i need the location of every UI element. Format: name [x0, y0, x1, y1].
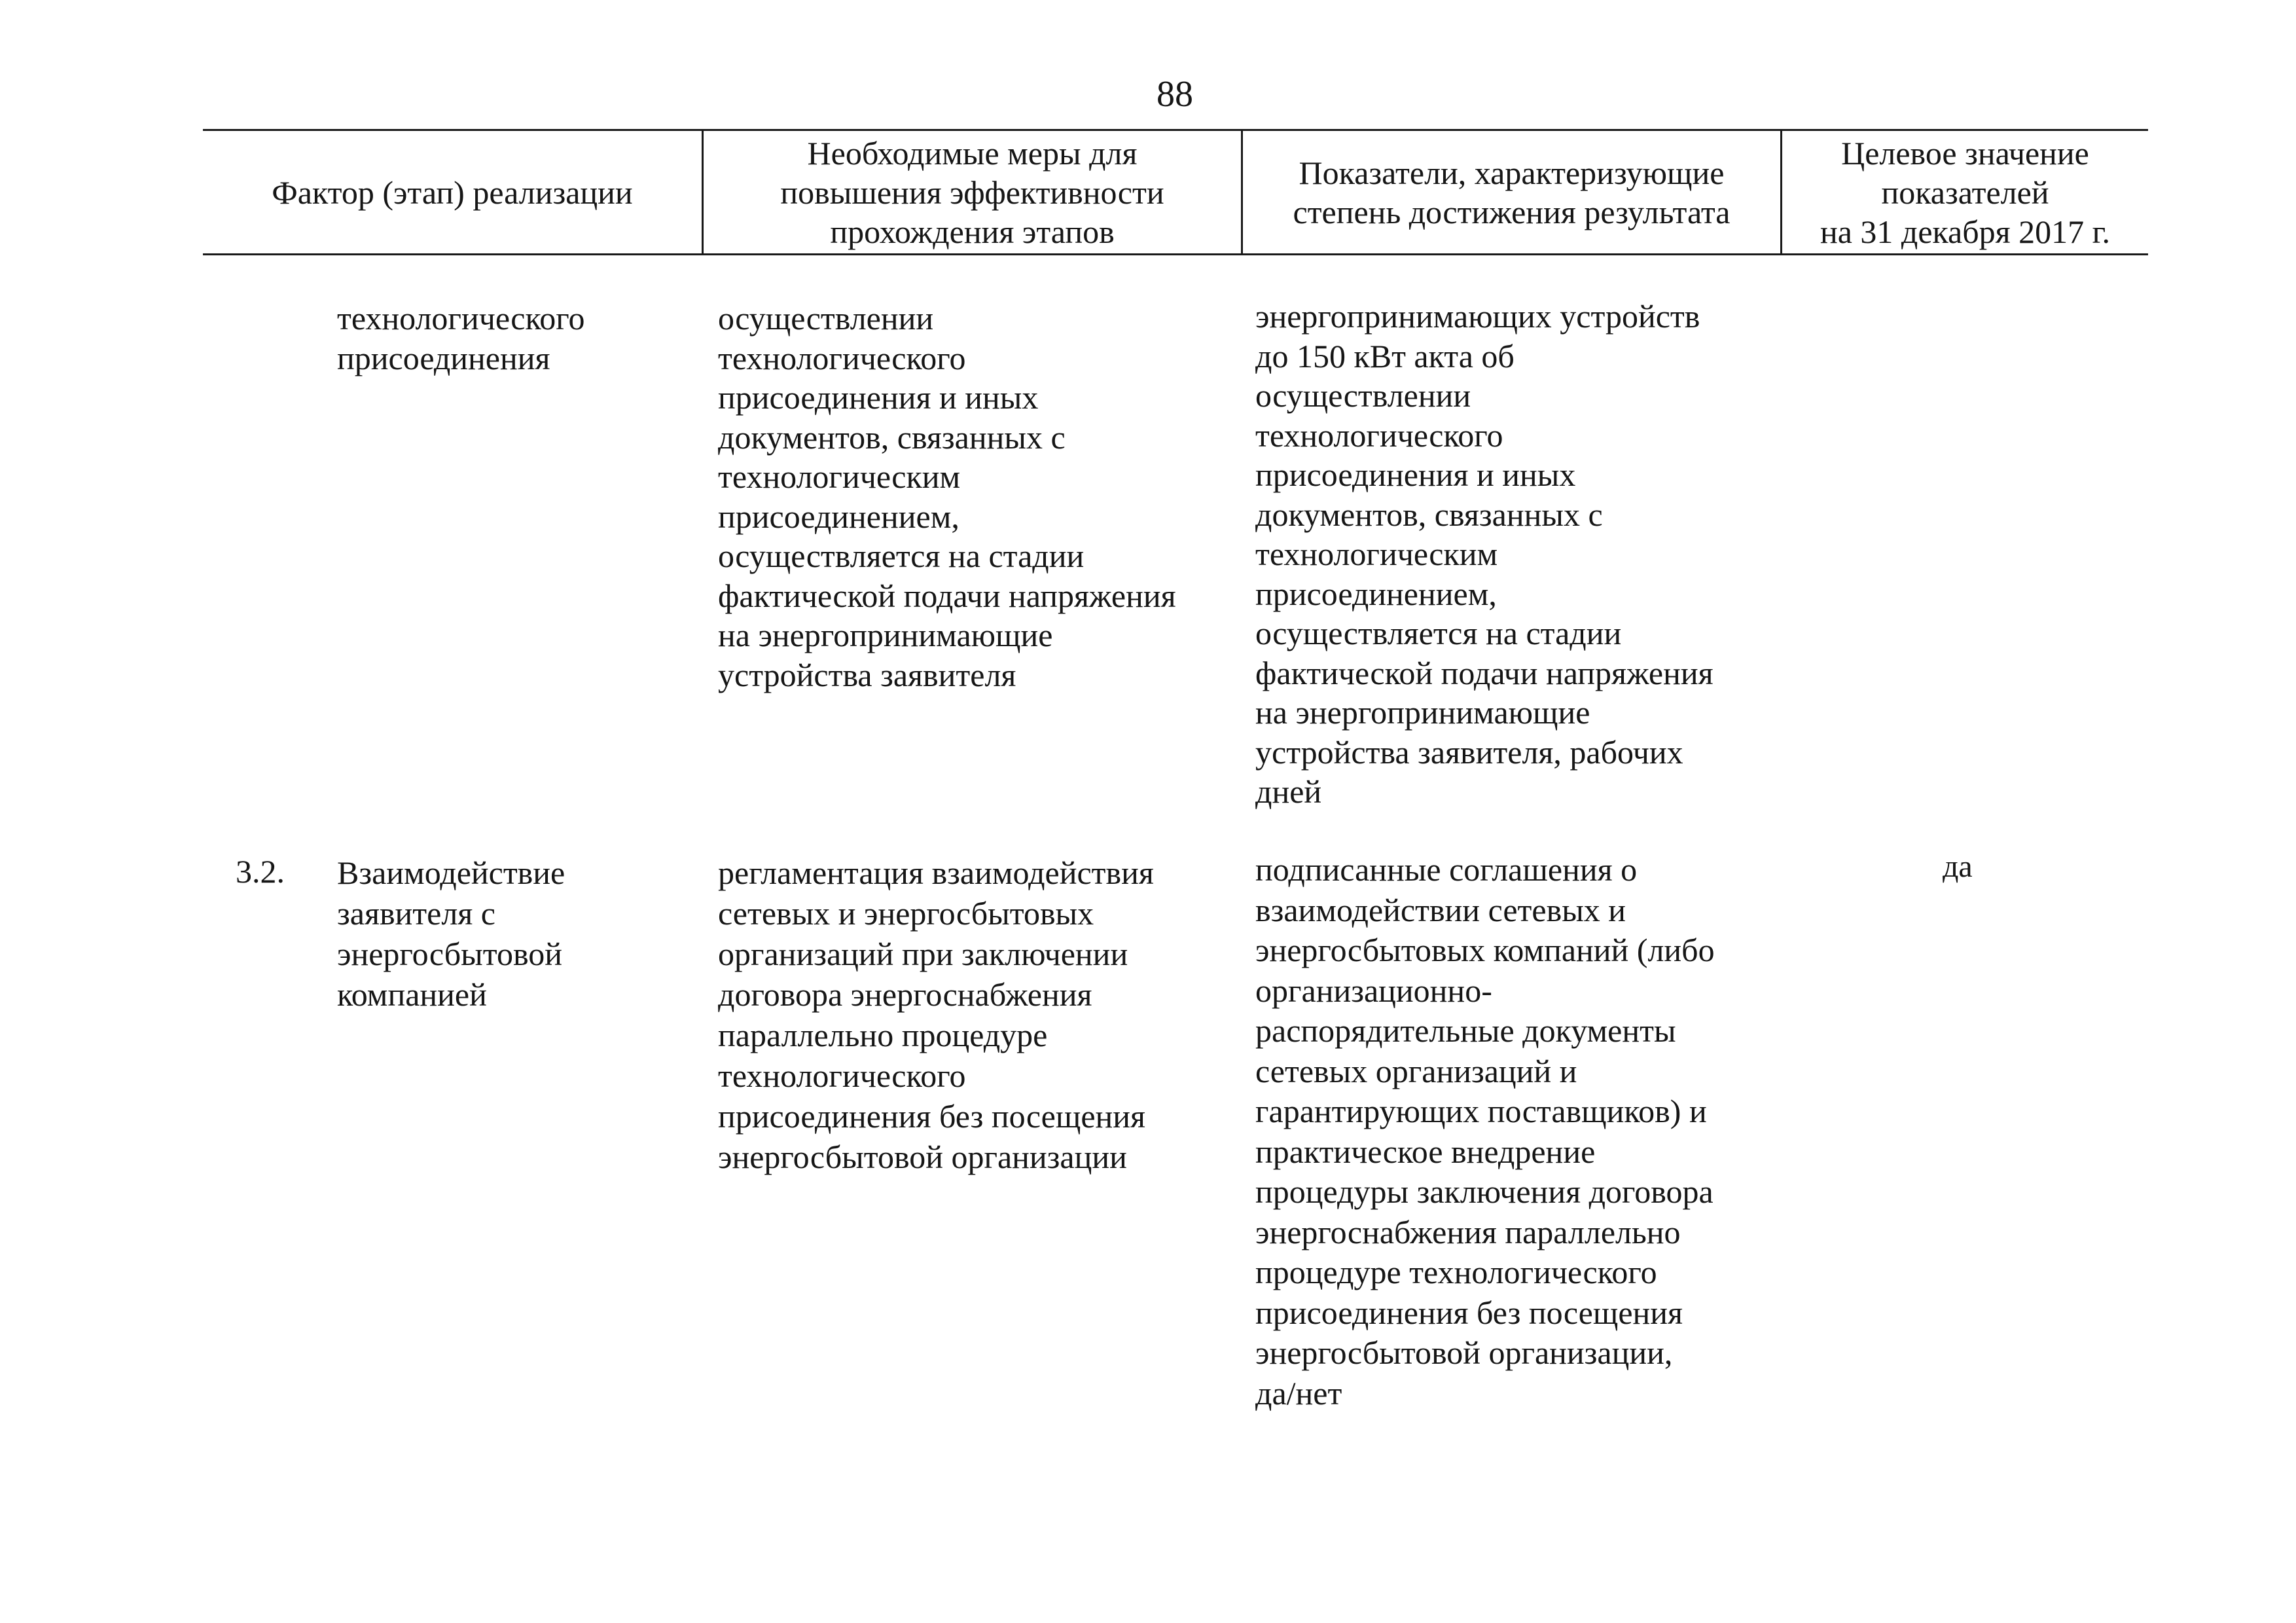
row2-indicators-line: подписанные соглашения о — [1255, 851, 1638, 888]
row1-indicators-line: на энергопринимающие — [1255, 694, 1590, 731]
header-target — [1782, 131, 2148, 254]
header-indicators — [1243, 131, 1780, 254]
row1-measures-line: технологического — [718, 339, 966, 376]
row1-measures-line: устройства заявителя — [718, 656, 1016, 693]
row2-measures-line: параллельно процедуре — [718, 1017, 1048, 1053]
row2-factor-line: энергосбытовой — [337, 936, 562, 972]
row1-measures-line: фактической подачи напряжения — [718, 577, 1176, 614]
header-factor — [203, 131, 702, 254]
row2-measures-line: сетевых и энергосбытовых — [718, 895, 1094, 932]
row2-indicators-line: процедуре технологического — [1255, 1254, 1657, 1290]
row2-number: 3.2. — [236, 853, 285, 890]
row2-indicators-line: организационно- — [1255, 972, 1492, 1009]
row2-indicators-line: энергосбытовой организации, — [1255, 1334, 1673, 1371]
row2-target: да — [1943, 849, 1973, 884]
row1-measures-line: документов, связанных с — [718, 418, 1066, 456]
row2-measures-line: договора энергоснабжения — [718, 976, 1092, 1013]
header-factor-label: Фактор (этап) реализации — [272, 174, 633, 211]
row1-indicators-line: технологического — [1255, 416, 1503, 454]
row2-factor — [337, 852, 565, 1015]
row1-indicators-line: осуществляется на стадии — [1255, 615, 1622, 651]
row1-measures-line: присоединения и иных — [718, 379, 1039, 416]
row1-factor — [337, 299, 585, 378]
row2-indicators-line: практическое внедрение — [1255, 1133, 1596, 1170]
row1-indicators-line: присоединения и иных — [1255, 456, 1576, 493]
header-indicators-line: Показатели, характеризующие — [1299, 155, 1725, 191]
row2-factor-line: компанией — [337, 976, 487, 1013]
row2-measures-line: энергосбытовой организации — [718, 1139, 1127, 1175]
row1-indicators-line: фактической подачи напряжения — [1255, 654, 1713, 691]
row1-indicators-line: присоединением, — [1255, 575, 1497, 612]
row1-indicators-line: устройства заявителя, рабочих — [1255, 733, 1683, 771]
header-measures-line: Необходимые меры для — [807, 135, 1138, 172]
header-target-line: показателей — [1881, 174, 2049, 211]
row1-indicators-line: документов, связанных с — [1255, 496, 1603, 533]
row1-indicators-line: осуществлении — [1255, 377, 1471, 414]
row2-measures — [718, 852, 1154, 1177]
row1-measures-line: осуществлении — [718, 300, 934, 337]
row1-factor-line: технологического — [337, 300, 585, 337]
row2-indicators-line: сетевых организаций и — [1255, 1052, 1577, 1089]
row2-indicators-line: энергоснабжения параллельно — [1255, 1213, 1681, 1250]
header-measures-line: прохождения этапов — [830, 213, 1115, 250]
header-measures — [704, 131, 1241, 254]
page-number: 88 — [1157, 74, 1193, 115]
row1-measures — [718, 299, 1176, 695]
row2-indicators — [1255, 850, 1715, 1413]
header-indicators-line: степень достижения результата — [1293, 194, 1731, 230]
row1-indicators-line: до 150 кВт акта об — [1255, 337, 1515, 374]
row2-measures-line: технологического — [718, 1057, 966, 1094]
row2-indicators-line: процедуры заключения договора — [1255, 1173, 1713, 1210]
row1-measures-line: на энергопринимающие — [718, 617, 1053, 653]
row2-indicators-line: взаимодействии сетевых и — [1255, 891, 1626, 928]
row2-indicators-line: распорядительные документы — [1255, 1012, 1676, 1049]
row2-measures-line: организаций при заключении — [718, 936, 1128, 972]
row1-indicators — [1255, 297, 1713, 812]
row1-indicators-line: энергопринимающих устройств — [1255, 298, 1700, 335]
row2-measures-line: присоединения без посещения — [718, 1098, 1146, 1135]
row1-measures-line: осуществляется на стадии — [718, 538, 1085, 574]
header-measures-line: повышения эффективности — [780, 174, 1164, 211]
row1-factor-line: присоединения — [337, 339, 550, 376]
row2-factor-line: заявителя с — [337, 895, 495, 932]
row1-indicators-line: технологическим — [1255, 536, 1498, 572]
row2-indicators-line: энергосбытовых компаний (либо — [1255, 932, 1715, 968]
row2-factor-line: Взаимодействие — [337, 854, 565, 891]
row1-measures-line: технологическим — [718, 458, 961, 495]
row2-indicators-line: присоединения без посещения — [1255, 1294, 1683, 1331]
header-target-line: Целевое значение — [1841, 135, 2089, 172]
row2-measures-line: регламентация взаимодействия — [718, 854, 1154, 891]
row1-measures-line: присоединением, — [718, 498, 960, 535]
row2-indicators-line: гарантирующих поставщиков) и — [1255, 1093, 1707, 1129]
row2-indicators-line: да/нет — [1255, 1374, 1342, 1412]
row1-indicators-line: дней — [1255, 773, 1322, 810]
header-target-line: на 31 декабря 2017 г. — [1820, 213, 2111, 250]
